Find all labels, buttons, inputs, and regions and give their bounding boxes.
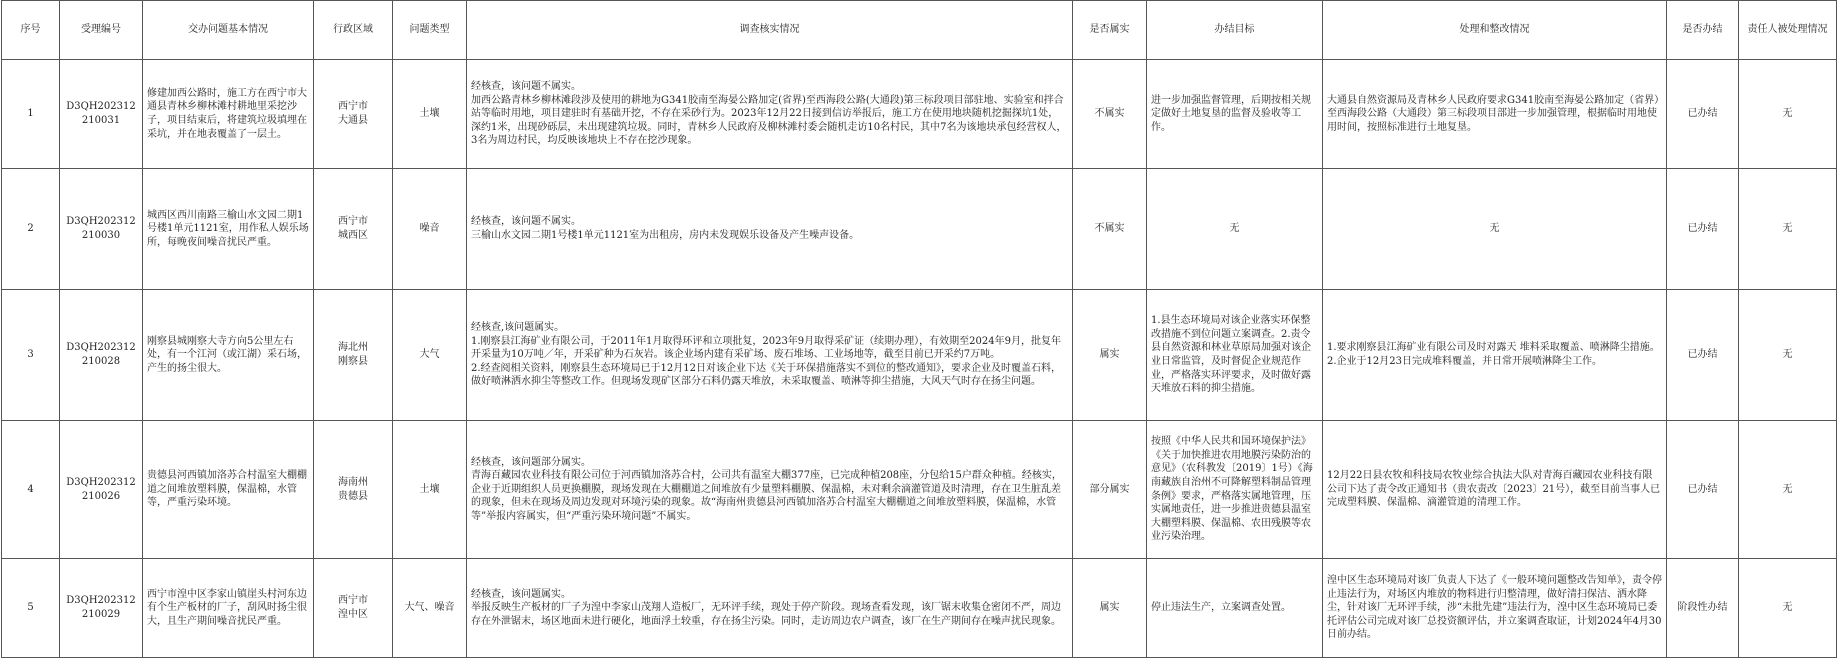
cell-no: 3 [2,290,60,421]
region-line: 西宁市 [338,595,368,607]
cell-region [314,421,393,559]
region-line: 西宁市 [338,101,368,113]
handling-line: 1.要求刚察县江海矿业有限公司及时对露天 堆料采取覆盖、喷淋降尘措施。 [1327,342,1660,354]
investigation-line: 经核查，该问题不属实。 [471,81,581,93]
cell-handling [1323,60,1667,169]
cell-region [314,169,393,290]
cell-investigation [467,169,1073,290]
region-line: 大通县 [338,115,368,126]
handling-line: 2.企业于12月23日完成堆料覆盖，并日常开展喷淋降尘工作。 [1327,356,1602,367]
table-row [2,421,1837,559]
cell-closed: 已办结 [1667,169,1739,290]
region-line: 刚察县 [338,356,368,367]
header-type: 问题类型 [393,1,467,60]
cell-no: 4 [2,421,60,559]
table-row [2,290,1837,421]
cell-goal: 无 [1147,169,1323,290]
investigation-line: 举报反映生产板材的厂子为湟中李家山茂翔人造板厂，无环评手续，现处于停产阶段。现场查看发现，该厂锯末收集仓密闭不严，周边存在外泄锯末，场区地面未进行硬化，地面浮土较重，存在扬尘污染。同时，走访周边农户调查，该厂在生产期间存在噪声扰民现象。 [471,602,1061,627]
id-line: 210028 [81,356,121,367]
cell-investigation [467,60,1073,169]
header-problem: 交办问题基本情况 [143,1,314,60]
header-goal: 办结目标 [1147,1,1323,60]
cell-investigation [467,290,1073,421]
table-row [2,169,1837,290]
cell-handling [1323,421,1667,559]
id-line: 210026 [81,490,121,502]
header-investigation: 调查核实情况 [467,1,1073,60]
cell-handling [1323,290,1667,421]
case-table [1,0,1837,658]
region-line: 海南州 [338,476,368,488]
cell-responsible: 无 [1739,290,1837,421]
id-line: 210031 [81,115,121,126]
cell-type: 大气、噪音 [393,559,467,658]
handling-line: 湟中区生态环境局对该厂负责人下达了《一般环境问题整改告知单》，责令停止违法行为，对场区内堆放的物料进行归整清理，做好清扫保洁、洒水降尘，针对该厂无环评手续，涉“未批先建”违法行为，湟中区生态环境局已委托评估公司完成对该厂总投资额评估，并立案调查取证，计划2024年4月30日前办结。 [1327,575,1662,641]
header-row [2,1,1837,60]
cell-is-true: 不属实 [1073,169,1147,290]
investigation-line: 经核查，该问题不属实。 [471,216,581,228]
investigation-line: 加西公路青林乡柳林滩段涉及使用的耕地为G341胶南至海晏公路加定(省界)至西海段公路(大通段)第三标段项目部驻地、实验室和拌合站等临时用地，项目建驻时有基础开挖，不存在采砂行为。2023年12月22日接到信访举报后，施工方在使用地块随机挖掘探坑1处，深约1米，出现砂砾层，未出现建筑垃圾。同时，青林乡人民政府及柳林滩村委会随机走访10名村民，其中7名为该地块承包经营权人，3名为周边村民，均反映该地块上不存在挖沙现象。 [471,94,1067,147]
cell-problem: 西宁市湟中区李家山镇崖头村河东边有个生产板材的厂子，刮风时扬尘很大，且生产期间噪音扰民严重。 [143,559,314,658]
cell-type: 土壤 [393,421,467,559]
id-line: D3QH202312 [66,476,136,488]
region-line: 西宁市 [338,216,368,228]
header-closed: 是否办结 [1667,1,1739,60]
investigation-line: 经核查，该问题部分属实。 [471,456,591,468]
cell-goal: 1.县生态环境局对该企业落实环保整改措施不到位问题立案调查。2.责令县自然资源和林业草原局加强对该企业日常监管，及时督促企业规范作业，严格落实环评要求，及时做好露天堆放石料的抑尘措施。 [1147,290,1323,421]
header-id: 受理编号 [60,1,143,60]
cell-no: 2 [2,169,60,290]
id-line: D3QH202312 [66,342,136,354]
cell-no: 1 [2,60,60,169]
id-line: 210029 [81,609,121,620]
region-line: 湟中区 [338,609,368,620]
cell-id [60,169,143,290]
cell-closed: 已办结 [1667,290,1739,421]
cell-region [314,290,393,421]
cell-closed: 已办结 [1667,60,1739,169]
investigation-line: 经核查,该问题属实。 [471,322,565,334]
cell-problem: 修建加西公路时，施工方在西宁市大通县青林乡柳林滩村耕地里采挖沙子，项目结束后，将建筑垃圾填埋在采坑，并在地表覆盖了一层土。 [143,60,314,169]
cell-investigation [467,421,1073,559]
cell-is-true: 属实 [1073,290,1147,421]
cell-region [314,60,393,169]
header-no: 序号 [2,1,60,60]
cell-goal: 进一步加强监督管理，后期按相关规定做好土地复垦的监督及验收等工作。 [1147,60,1323,169]
cell-is-true: 部分属实 [1073,421,1147,559]
id-line: D3QH202312 [66,595,136,607]
id-line: D3QH202312 [66,101,136,113]
investigation-line: 1.刚察县江海矿业有限公司，于2011年1月取得环评和立项批复，2023年9月取得采矿证（续期办理），有效期至2024年9月，批复年开采量为10万吨／年，开采矿种为石灰岩。该企业场内建有采矿场、废石堆场、工业场地等，截至目前已开采约7万吨。 [471,335,1061,361]
region-line: 城西区 [338,230,368,241]
header-region: 行政区域 [314,1,393,60]
cell-responsible: 无 [1739,421,1837,559]
cell-is-true: 不属实 [1073,60,1147,169]
cell-no: 5 [2,559,60,658]
handling-line: 12月22日县农牧和科技局农牧业综合执法大队对青海百藏园农业科技有限公司下达了责令改正通知书（贵农责改〔2023〕21号），截至目前当事人已完成塑料膜、保温棉、滴灌管道的清理工作。 [1327,470,1661,509]
cell-type: 大气 [393,290,467,421]
cell-type: 土壤 [393,60,467,169]
cell-responsible: 无 [1739,559,1837,658]
cell-type: 噪音 [393,169,467,290]
cell-problem: 刚察县城刚察大寺方向5公里左右处，有一个江河（或江湖）采石场，产生的扬尘很大。 [143,290,314,421]
id-line: D3QH202312 [66,216,136,228]
cell-is-true: 属实 [1073,559,1147,658]
table-row [2,60,1837,169]
investigation-line: 三榆山水文园二期1号楼1单元1121室为出租房，房内未发现娱乐设备及产生噪声设备。 [471,230,860,241]
cell-id [60,421,143,559]
id-line: 210030 [81,230,121,241]
region-line: 海北州 [338,342,368,354]
investigation-line: 青海百藏园农业科技有限公司位于河西镇加洛苏合村，公司共有温室大棚377座，已完成种植208座，分包给15户群众种植。经核实，企业于近期组织人员更换棚膜，现场发现在大棚棚道之间堆放有少量塑料棚膜、保温棉，未对剩余滴灌管道及时清理，存在卫生脏乱差的现象，但未在现场及周边发现对环境污染的现象。故“海南州贵德县河西镇加洛苏合村温室大棚棚道之间堆放塑料膜，保温棉，水管等”举报内容属实，但“严重污染环境问题”不属实。 [471,470,1062,522]
cell-id [60,60,143,169]
cell-closed: 已办结 [1667,421,1739,559]
cell-region [314,559,393,658]
region-line: 贵德县 [338,490,368,502]
investigation-line: 2.经查阅相关资料，刚察县生态环境局已于12月12日对该企业下达《关于环保措施落实不到位的整改通知》，要求企业及时覆盖石料，做好喷淋洒水抑尘等整改工作。但现场发现矿区部分石料仍露天堆放，未采取覆盖、喷淋等抑尘措施，大风天气时存在扬尘问题。 [471,362,1061,388]
cell-responsible: 无 [1739,169,1837,290]
cell-problem: 贵德县河西镇加洛苏合村温室大棚棚道之间堆放塑料膜，保温棉，水管等，严重污染环境。 [143,421,314,559]
table-row [2,559,1837,658]
handling-line: 大通县自然资源局及青林乡人民政府要求G341胶南至海晏公路加定（省界）至西海段公路（大通段）第三标段项目部进一步加强管理，根据临时用地使用时间，按照标准进行土地复垦。 [1327,94,1660,133]
header-responsible: 责任人被处理情况 [1739,1,1837,60]
cell-id [60,559,143,658]
cell-problem: 城西区西川南路三榆山水文园二期1号楼1单元1121室，用作私人娱乐场所，每晚夜间噪音扰民严重。 [143,169,314,290]
investigation-line: 经核查，该问题属实。 [471,588,571,600]
header-is-true: 是否属实 [1073,1,1147,60]
cell-investigation [467,559,1073,658]
cell-goal: 停止违法生产，立案调查处置。 [1147,559,1323,658]
cell-id [60,290,143,421]
cell-responsible: 无 [1739,60,1837,169]
cell-handling [1323,169,1667,290]
cell-goal: 按照《中华人民共和国环境保护法》《关于加快推进农用地膜污染防治的意见》（农科教发〔2019〕1号）《海南藏族自治州不可降解塑料制品管理条例》要求，严格落实属地管理，压实属地责任，进一步推进贵德县温室大棚塑料膜、保温棉、农田残膜等农业污染治理。 [1147,421,1323,559]
cell-handling [1323,559,1667,658]
header-handling: 处理和整改情况 [1323,1,1667,60]
cell-closed: 阶段性办结 [1667,559,1739,658]
handling-line: 无 [1489,223,1500,235]
